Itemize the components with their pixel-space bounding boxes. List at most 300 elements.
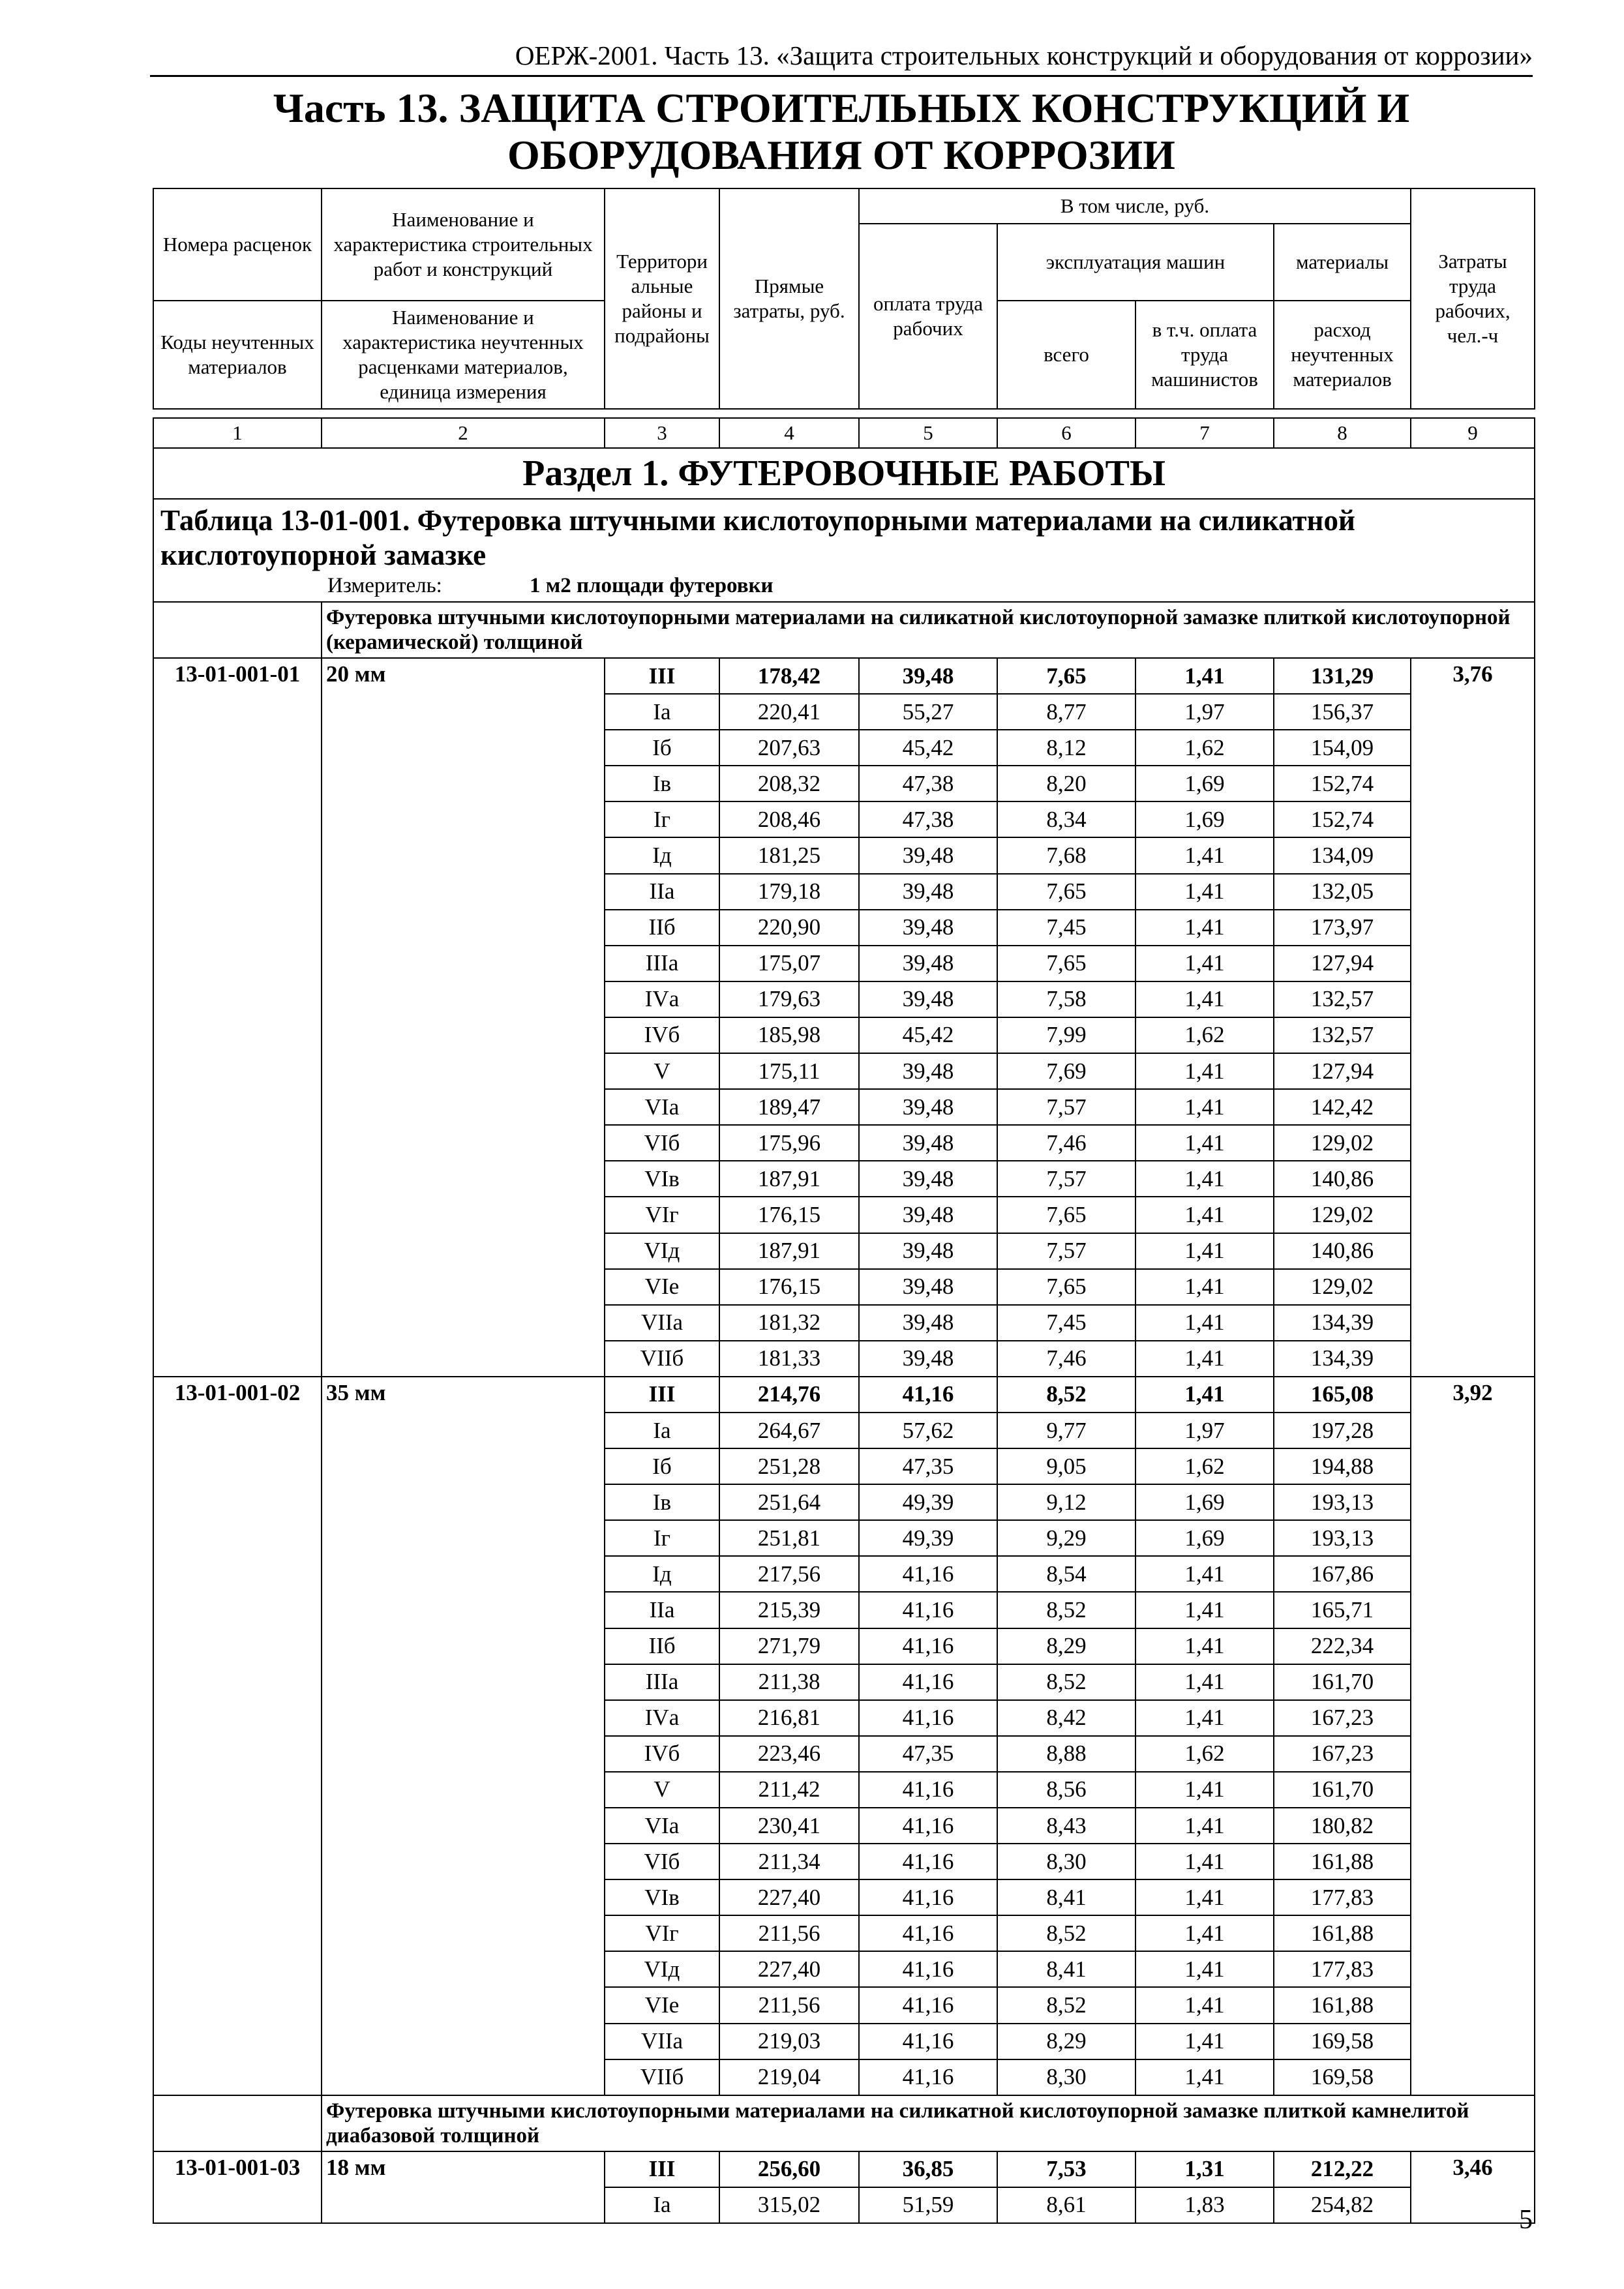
cell-direct-costs: 227,40 xyxy=(719,1951,859,1987)
cell-worker-pay: 47,38 xyxy=(859,766,997,801)
cell-direct-costs: 211,38 xyxy=(719,1664,859,1700)
cell-worker-pay: 47,38 xyxy=(859,801,997,837)
cell-operator-pay: 1,97 xyxy=(1135,1413,1274,1448)
labor-hours: 3,92 xyxy=(1411,1377,1535,2095)
cell-materials: 167,86 xyxy=(1274,1556,1411,1592)
cell-territory: IIIа xyxy=(605,1664,719,1700)
cell-worker-pay: 39,48 xyxy=(859,1053,997,1089)
cell-territory: IVб xyxy=(605,1736,719,1772)
table-title: Таблица 13-01-001. Футеровка штучными кислотоупорными материалами на силикатной кислотоупорной замазке xyxy=(153,499,1535,573)
col-header-operator-pay: в т.ч. оплата труда машинистов xyxy=(1135,301,1274,409)
cell-territory: IVа xyxy=(605,1700,719,1736)
cell-materials: 134,09 xyxy=(1274,837,1411,873)
gap-cell xyxy=(1135,409,1274,418)
cell-operator-pay: 1,41 xyxy=(1135,874,1274,910)
cell-worker-pay: 39,48 xyxy=(859,1089,997,1125)
col-header-work-name: Наименование и характеристика строительных работ и конструкций xyxy=(322,188,605,301)
col-header-material-codes: Коды неучтенных материалов xyxy=(153,301,322,409)
cell-machines-total: 8,29 xyxy=(997,2024,1135,2059)
cell-materials: 177,83 xyxy=(1274,1879,1411,1915)
cell-operator-pay: 1,62 xyxy=(1135,1017,1274,1053)
cell-operator-pay: 1,97 xyxy=(1135,694,1274,730)
gap-cell xyxy=(153,409,322,418)
cell-territory: IIа xyxy=(605,1592,719,1628)
table-row xyxy=(153,1377,1535,1413)
cell-materials: 254,82 xyxy=(1274,2187,1411,2223)
cell-operator-pay: 1,69 xyxy=(1135,1484,1274,1520)
cell-machines-total: 8,30 xyxy=(997,2059,1135,2095)
meter-label: Измеритель: xyxy=(327,574,442,597)
cell-machines-total: 7,46 xyxy=(997,1341,1135,1377)
cell-operator-pay: 1,41 xyxy=(1135,1233,1274,1269)
gap-cell xyxy=(322,409,605,418)
cell-operator-pay: 1,31 xyxy=(1135,2151,1274,2187)
cell-worker-pay: 39,48 xyxy=(859,946,997,981)
cell-materials: 222,34 xyxy=(1274,1628,1411,1664)
cell-materials: 152,74 xyxy=(1274,801,1411,837)
cell-operator-pay: 1,41 xyxy=(1135,1197,1274,1233)
cell-territory: IVб xyxy=(605,1017,719,1053)
cell-operator-pay: 1,69 xyxy=(1135,1520,1274,1556)
cell-worker-pay: 41,16 xyxy=(859,2059,997,2095)
rate-code: 13-01-001-01 xyxy=(153,658,322,1377)
cell-territory: Iв xyxy=(605,766,719,801)
cell-machines-total: 7,45 xyxy=(997,910,1135,946)
cell-territory: Iг xyxy=(605,801,719,837)
cell-worker-pay: 39,48 xyxy=(859,837,997,873)
column-number: 5 xyxy=(859,418,997,448)
cell-worker-pay: 51,59 xyxy=(859,2187,997,2223)
cell-worker-pay: 41,16 xyxy=(859,1987,997,2023)
cell-machines-total: 8,34 xyxy=(997,801,1135,837)
cell-machines-total: 9,77 xyxy=(997,1413,1135,1448)
cell-materials: 154,09 xyxy=(1274,730,1411,766)
gap-cell xyxy=(859,409,997,418)
meter-value: 1 м2 площади футеровки xyxy=(530,574,774,597)
col-header-machines-total: всего xyxy=(997,301,1135,409)
cell-materials: 161,88 xyxy=(1274,1987,1411,2023)
cell-machines-total: 8,88 xyxy=(997,1736,1135,1772)
col-header-materials: материалы xyxy=(1274,224,1411,301)
cell-machines-total: 8,52 xyxy=(997,1592,1135,1628)
meter-line xyxy=(153,573,1535,602)
cell-machines-total: 8,20 xyxy=(997,766,1135,801)
cell-direct-costs: 251,81 xyxy=(719,1520,859,1556)
cell-operator-pay: 1,41 xyxy=(1135,1879,1274,1915)
cell-direct-costs: 256,60 xyxy=(719,2151,859,2187)
cell-materials: 127,94 xyxy=(1274,1053,1411,1089)
cell-worker-pay: 41,16 xyxy=(859,1664,997,1700)
cell-materials: 193,13 xyxy=(1274,1520,1411,1556)
cell-worker-pay: 39,48 xyxy=(859,874,997,910)
cell-operator-pay: 1,62 xyxy=(1135,1448,1274,1484)
column-number: 1 xyxy=(153,418,322,448)
cell-territory: Iг xyxy=(605,1520,719,1556)
gap-cell xyxy=(1274,409,1411,418)
cell-machines-total: 8,52 xyxy=(997,1377,1135,1413)
table-row xyxy=(153,2151,1535,2187)
cell-worker-pay: 41,16 xyxy=(859,1628,997,1664)
cell-worker-pay: 41,16 xyxy=(859,1592,997,1628)
rate-name: 18 мм xyxy=(322,2151,605,2223)
cell-worker-pay: 41,16 xyxy=(859,1772,997,1808)
cell-machines-total: 8,52 xyxy=(997,1987,1135,2023)
rates-grid xyxy=(153,188,1535,2224)
cell-direct-costs: 223,46 xyxy=(719,1736,859,1772)
cell-territory: VIа xyxy=(605,1089,719,1125)
cell-materials: 177,83 xyxy=(1274,1951,1411,1987)
cell-territory: VIв xyxy=(605,1879,719,1915)
column-number: 7 xyxy=(1135,418,1274,448)
column-number: 4 xyxy=(719,418,859,448)
cell-operator-pay: 1,41 xyxy=(1135,1377,1274,1413)
rate-name: 35 мм xyxy=(322,1377,605,2095)
cell-operator-pay: 1,41 xyxy=(1135,2024,1274,2059)
cell-materials: 129,02 xyxy=(1274,1197,1411,1233)
cell-machines-total: 8,30 xyxy=(997,1844,1135,1879)
cell-direct-costs: 208,32 xyxy=(719,766,859,801)
cell-direct-costs: 211,56 xyxy=(719,1987,859,2023)
cell-machines-total: 7,57 xyxy=(997,1089,1135,1125)
cell-territory: IIIа xyxy=(605,946,719,981)
cell-worker-pay: 39,48 xyxy=(859,1233,997,1269)
cell-direct-costs: 175,07 xyxy=(719,946,859,981)
cell-machines-total: 8,41 xyxy=(997,1951,1135,1987)
cell-operator-pay: 1,41 xyxy=(1135,1592,1274,1628)
cell-machines-total: 7,57 xyxy=(997,1233,1135,1269)
cell-machines-total: 8,29 xyxy=(997,1628,1135,1664)
cell-worker-pay: 39,48 xyxy=(859,981,997,1017)
cell-territory: V xyxy=(605,1053,719,1089)
cell-direct-costs: 214,76 xyxy=(719,1377,859,1413)
cell-worker-pay: 47,35 xyxy=(859,1448,997,1484)
cell-operator-pay: 1,41 xyxy=(1135,658,1274,694)
col-header-direct-costs: Прямые затраты, руб. xyxy=(719,188,859,409)
cell-operator-pay: 1,41 xyxy=(1135,1987,1274,2023)
cell-direct-costs: 179,18 xyxy=(719,874,859,910)
cell-operator-pay: 1,41 xyxy=(1135,1161,1274,1197)
cell-machines-total: 7,45 xyxy=(997,1305,1135,1341)
rate-code: 13-01-001-03 xyxy=(153,2151,322,2223)
cell-worker-pay: 41,16 xyxy=(859,1879,997,1915)
cell-direct-costs: 216,81 xyxy=(719,1700,859,1736)
cell-direct-costs: 181,32 xyxy=(719,1305,859,1341)
group-description: Футеровка штучными кислотоупорными материалами на силикатной кислотоупорной замазке плиткой кислотоупорной (керамической) толщиной xyxy=(322,602,1535,658)
col-header-rate-number: Номера расценок xyxy=(153,188,322,301)
cell-machines-total: 7,68 xyxy=(997,837,1135,873)
cell-worker-pay: 36,85 xyxy=(859,2151,997,2187)
cell-direct-costs: 219,03 xyxy=(719,2024,859,2059)
cell-materials: 132,57 xyxy=(1274,1017,1411,1053)
desc-spacer xyxy=(153,2095,322,2151)
cell-materials: 140,86 xyxy=(1274,1161,1411,1197)
labor-hours: 3,46 xyxy=(1411,2151,1535,2223)
cell-materials: 127,94 xyxy=(1274,946,1411,981)
cell-direct-costs: 271,79 xyxy=(719,1628,859,1664)
cell-operator-pay: 1,41 xyxy=(1135,837,1274,873)
cell-worker-pay: 41,16 xyxy=(859,2024,997,2059)
cell-territory: VIд xyxy=(605,1951,719,1987)
cell-operator-pay: 1,69 xyxy=(1135,801,1274,837)
cell-territory: VIIа xyxy=(605,1305,719,1341)
cell-materials: 212,22 xyxy=(1274,2151,1411,2187)
cell-worker-pay: 39,48 xyxy=(859,1125,997,1161)
cell-territory: Iа xyxy=(605,2187,719,2223)
cell-machines-total: 9,05 xyxy=(997,1448,1135,1484)
cell-worker-pay: 41,16 xyxy=(859,1700,997,1736)
cell-territory: VIг xyxy=(605,1915,719,1951)
cell-machines-total: 7,57 xyxy=(997,1161,1135,1197)
col-header-labor-hours: Затраты труда рабочих, чел.-ч xyxy=(1411,188,1535,409)
gap-cell xyxy=(1411,409,1535,418)
rate-code: 13-01-001-02 xyxy=(153,1377,322,2095)
col-header-worker-pay: оплата труда рабочих xyxy=(859,224,997,409)
cell-direct-costs: 227,40 xyxy=(719,1879,859,1915)
cell-operator-pay: 1,41 xyxy=(1135,1089,1274,1125)
cell-materials: 173,97 xyxy=(1274,910,1411,946)
column-number: 3 xyxy=(605,418,719,448)
cell-materials: 134,39 xyxy=(1274,1341,1411,1377)
cell-machines-total: 9,29 xyxy=(997,1520,1135,1556)
part-title xyxy=(150,85,1533,179)
cell-materials: 197,28 xyxy=(1274,1413,1411,1448)
cell-materials: 129,02 xyxy=(1274,1125,1411,1161)
cell-operator-pay: 1,41 xyxy=(1135,1915,1274,1951)
labor-hours: 3,76 xyxy=(1411,658,1535,1377)
cell-direct-costs: 230,41 xyxy=(719,1808,859,1844)
cell-territory: Iд xyxy=(605,1556,719,1592)
cell-territory: VIб xyxy=(605,1844,719,1879)
cell-materials: 194,88 xyxy=(1274,1448,1411,1484)
cell-worker-pay: 41,16 xyxy=(859,1915,997,1951)
cell-machines-total: 8,56 xyxy=(997,1772,1135,1808)
cell-direct-costs: 176,15 xyxy=(719,1269,859,1305)
cell-territory: VIв xyxy=(605,1161,719,1197)
cell-direct-costs: 175,96 xyxy=(719,1125,859,1161)
cell-territory: III xyxy=(605,1377,719,1413)
cell-materials: 180,82 xyxy=(1274,1808,1411,1844)
cell-machines-total: 7,65 xyxy=(997,1197,1135,1233)
cell-operator-pay: 1,83 xyxy=(1135,2187,1274,2223)
cell-machines-total: 7,65 xyxy=(997,658,1135,694)
cell-machines-total: 8,54 xyxy=(997,1556,1135,1592)
cell-materials: 167,23 xyxy=(1274,1700,1411,1736)
cell-operator-pay: 1,41 xyxy=(1135,1700,1274,1736)
cell-machines-total: 7,65 xyxy=(997,946,1135,981)
cell-materials: 156,37 xyxy=(1274,694,1411,730)
cell-machines-total: 8,12 xyxy=(997,730,1135,766)
cell-territory: Iб xyxy=(605,730,719,766)
cell-operator-pay: 1,41 xyxy=(1135,1269,1274,1305)
cell-worker-pay: 39,48 xyxy=(859,1305,997,1341)
cell-worker-pay: 39,48 xyxy=(859,1161,997,1197)
cell-worker-pay: 39,48 xyxy=(859,910,997,946)
cell-worker-pay: 39,48 xyxy=(859,658,997,694)
table-row xyxy=(153,658,1535,694)
cell-territory: Iа xyxy=(605,694,719,730)
cell-territory: VIг xyxy=(605,1197,719,1233)
cell-direct-costs: 175,11 xyxy=(719,1053,859,1089)
page-number: 5 xyxy=(1519,2205,1533,2235)
cell-territory: Iа xyxy=(605,1413,719,1448)
cell-machines-total: 7,65 xyxy=(997,1269,1135,1305)
cell-direct-costs: 211,56 xyxy=(719,1915,859,1951)
cell-materials: 152,74 xyxy=(1274,766,1411,801)
cell-territory: VIе xyxy=(605,1987,719,2023)
cell-direct-costs: 219,04 xyxy=(719,2059,859,2095)
cell-direct-costs: 217,56 xyxy=(719,1556,859,1592)
cell-machines-total: 7,65 xyxy=(997,874,1135,910)
cell-operator-pay: 1,41 xyxy=(1135,910,1274,946)
col-header-material-consumption: расход неучтенных материалов xyxy=(1274,301,1411,409)
col-header-including-group: В том числе, руб. xyxy=(859,188,1411,224)
cell-worker-pay: 47,35 xyxy=(859,1736,997,1772)
cell-operator-pay: 1,41 xyxy=(1135,1053,1274,1089)
rate-name: 20 мм xyxy=(322,658,605,1377)
cell-machines-total: 7,46 xyxy=(997,1125,1135,1161)
cell-operator-pay: 1,41 xyxy=(1135,1772,1274,1808)
cell-materials: 193,13 xyxy=(1274,1484,1411,1520)
col-header-machines: эксплуатация машин xyxy=(997,224,1274,301)
cell-direct-costs: 207,63 xyxy=(719,730,859,766)
cell-operator-pay: 1,62 xyxy=(1135,1736,1274,1772)
cell-operator-pay: 1,41 xyxy=(1135,1341,1274,1377)
cell-direct-costs: 185,98 xyxy=(719,1017,859,1053)
cell-territory: IIб xyxy=(605,910,719,946)
running-header: ОЕРЖ-2001. Часть 13. «Защита строительных конструкций и оборудования от коррозии» xyxy=(150,36,1533,77)
cell-territory: VIб xyxy=(605,1125,719,1161)
cell-direct-costs: 176,15 xyxy=(719,1197,859,1233)
cell-direct-costs: 264,67 xyxy=(719,1413,859,1448)
cell-worker-pay: 41,16 xyxy=(859,1951,997,1987)
col-header-material-names: Наименование и характеристика неучтенных расценками материалов, единица измерения xyxy=(322,301,605,409)
column-number: 2 xyxy=(322,418,605,448)
cell-operator-pay: 1,41 xyxy=(1135,1125,1274,1161)
cell-territory: III xyxy=(605,2151,719,2187)
cell-machines-total: 8,41 xyxy=(997,1879,1135,1915)
cell-materials: 134,39 xyxy=(1274,1305,1411,1341)
cell-direct-costs: 220,90 xyxy=(719,910,859,946)
cell-territory: VIIб xyxy=(605,2059,719,2095)
cell-territory: VIд xyxy=(605,1233,719,1269)
cell-machines-total: 8,43 xyxy=(997,1808,1135,1844)
cell-worker-pay: 41,16 xyxy=(859,1556,997,1592)
part-title-line2: ОБОРУДОВАНИЯ ОТ КОРРОЗИИ xyxy=(507,132,1175,178)
cell-operator-pay: 1,41 xyxy=(1135,1628,1274,1664)
cell-operator-pay: 1,62 xyxy=(1135,730,1274,766)
cell-territory: V xyxy=(605,1772,719,1808)
cell-worker-pay: 41,16 xyxy=(859,1808,997,1844)
col-header-territory: Территори альные районы и подрайоны xyxy=(605,188,719,409)
cell-direct-costs: 251,28 xyxy=(719,1448,859,1484)
cell-operator-pay: 1,41 xyxy=(1135,946,1274,981)
cell-operator-pay: 1,41 xyxy=(1135,2059,1274,2095)
cell-direct-costs: 315,02 xyxy=(719,2187,859,2223)
cell-materials: 169,58 xyxy=(1274,2059,1411,2095)
cell-materials: 167,23 xyxy=(1274,1736,1411,1772)
cell-direct-costs: 187,91 xyxy=(719,1233,859,1269)
desc-spacer xyxy=(153,602,322,658)
cell-worker-pay: 57,62 xyxy=(859,1413,997,1448)
cell-direct-costs: 187,91 xyxy=(719,1161,859,1197)
column-number: 6 xyxy=(997,418,1135,448)
cell-machines-total: 8,77 xyxy=(997,694,1135,730)
cell-operator-pay: 1,41 xyxy=(1135,1951,1274,1987)
cell-worker-pay: 49,39 xyxy=(859,1520,997,1556)
cell-worker-pay: 55,27 xyxy=(859,694,997,730)
cell-direct-costs: 251,64 xyxy=(719,1484,859,1520)
cell-materials: 132,05 xyxy=(1274,874,1411,910)
cell-operator-pay: 1,41 xyxy=(1135,1844,1274,1879)
cell-machines-total: 8,61 xyxy=(997,2187,1135,2223)
cell-territory: Iд xyxy=(605,837,719,873)
cell-materials: 142,42 xyxy=(1274,1089,1411,1125)
cell-territory: IVа xyxy=(605,981,719,1017)
cell-machines-total: 8,52 xyxy=(997,1915,1135,1951)
cell-operator-pay: 1,41 xyxy=(1135,1664,1274,1700)
cell-machines-total: 7,53 xyxy=(997,2151,1135,2187)
cell-territory: Iв xyxy=(605,1484,719,1520)
cell-worker-pay: 49,39 xyxy=(859,1484,997,1520)
cell-direct-costs: 211,42 xyxy=(719,1772,859,1808)
cell-worker-pay: 45,42 xyxy=(859,730,997,766)
cell-machines-total: 8,52 xyxy=(997,1664,1135,1700)
cell-direct-costs: 181,25 xyxy=(719,837,859,873)
cell-territory: VIIб xyxy=(605,1341,719,1377)
cell-territory: IIа xyxy=(605,874,719,910)
cell-territory: III xyxy=(605,658,719,694)
cell-direct-costs: 181,33 xyxy=(719,1341,859,1377)
cell-territory: VIIа xyxy=(605,2024,719,2059)
cell-direct-costs: 208,46 xyxy=(719,801,859,837)
cell-worker-pay: 41,16 xyxy=(859,1844,997,1879)
cell-direct-costs: 179,63 xyxy=(719,981,859,1017)
cell-materials: 140,86 xyxy=(1274,1233,1411,1269)
cell-machines-total: 7,58 xyxy=(997,981,1135,1017)
cell-direct-costs: 211,34 xyxy=(719,1844,859,1879)
cell-direct-costs: 178,42 xyxy=(719,658,859,694)
cell-materials: 161,70 xyxy=(1274,1772,1411,1808)
cell-materials: 165,71 xyxy=(1274,1592,1411,1628)
cell-territory: IIб xyxy=(605,1628,719,1664)
cell-materials: 165,08 xyxy=(1274,1377,1411,1413)
cell-operator-pay: 1,41 xyxy=(1135,1556,1274,1592)
cell-operator-pay: 1,41 xyxy=(1135,981,1274,1017)
cell-machines-total: 8,42 xyxy=(997,1700,1135,1736)
cell-machines-total: 7,69 xyxy=(997,1053,1135,1089)
section-title: Раздел 1. ФУТЕРОВОЧНЫЕ РАБОТЫ xyxy=(153,448,1535,499)
cell-direct-costs: 215,39 xyxy=(719,1592,859,1628)
cell-materials: 169,58 xyxy=(1274,2024,1411,2059)
column-number: 8 xyxy=(1274,418,1411,448)
cell-materials: 161,88 xyxy=(1274,1915,1411,1951)
column-number: 9 xyxy=(1411,418,1535,448)
cell-machines-total: 7,99 xyxy=(997,1017,1135,1053)
cell-machines-total: 9,12 xyxy=(997,1484,1135,1520)
cell-worker-pay: 41,16 xyxy=(859,1377,997,1413)
cell-territory: VIа xyxy=(605,1808,719,1844)
cell-operator-pay: 1,41 xyxy=(1135,1305,1274,1341)
cell-materials: 161,70 xyxy=(1274,1664,1411,1700)
cell-materials: 161,88 xyxy=(1274,1844,1411,1879)
cell-operator-pay: 1,41 xyxy=(1135,1808,1274,1844)
cell-worker-pay: 39,48 xyxy=(859,1341,997,1377)
cell-materials: 132,57 xyxy=(1274,981,1411,1017)
cell-direct-costs: 220,41 xyxy=(719,694,859,730)
cell-worker-pay: 45,42 xyxy=(859,1017,997,1053)
gap-cell xyxy=(997,409,1135,418)
cell-direct-costs: 189,47 xyxy=(719,1089,859,1125)
